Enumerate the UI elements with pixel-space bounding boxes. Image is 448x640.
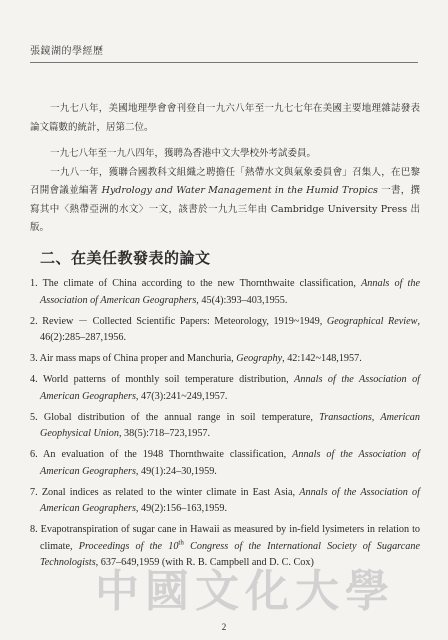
ref-journal: Geography [236, 353, 283, 364]
header-rule [30, 62, 418, 63]
ref-superscript: th [178, 538, 184, 547]
ref-journal: Geographical Review [326, 315, 418, 327]
paragraph-1 [30, 100, 420, 137]
ref-citation: , 49(2):156–163,1959. [135, 503, 228, 514]
ref-citation: , 42:142~148,1957. [282, 353, 362, 364]
reference-item [30, 314, 420, 347]
paragraph-2 [30, 145, 420, 238]
ref-citation: , 637–649,1959 (with R. B. Campbell and D. C. Cox) [95, 557, 314, 568]
ref-citation: , 47(3):241~249,1957. [135, 390, 228, 402]
paragraph-1-text: 一九七八年，美國地理學會會刊登自一九六八年至一九七七年在美國主要地理雜誌發表論文篇數的統計，居第二位。 [30, 103, 420, 133]
section-heading: 二、在美任教發表的論文 [40, 249, 211, 267]
reference-item [30, 372, 420, 405]
ref-journal: Annals of the Association of American Geographers [40, 374, 421, 402]
ref-text: 1. The climate of China according to the new Thornthwaite classification, [30, 278, 362, 289]
ref-text: 7. Zonal indices as related to the winter climate in East Asia, [30, 486, 300, 498]
ref-citation: , 45(4):393–403,1955. [196, 294, 288, 306]
ref-text: 6. An evaluation of the 1948 Thornthwaite classification, [30, 449, 293, 460]
ref-text: 3. Air mass maps of China proper and Manchuria, [30, 353, 237, 364]
paragraph-2-text: 一九七八年至一九八四年，獲聘為香港中文大學校外考試委員。 [50, 148, 317, 159]
running-header: 張鏡湖的學經歷 [30, 46, 104, 57]
ref-citation: , 46(2):285–287,1956. [40, 315, 420, 343]
paragraph-3-end: 一書，撰寫其中〈熱帶亞洲的水文〉一文，該書於一九九三年由 Cambridge University Press 出版。 [30, 185, 420, 233]
ref-text: 5. Global distribution of the annual range in soil temperature, [30, 411, 320, 423]
ref-citation: , 38(5):718–723,1957. [118, 428, 211, 439]
ref-journal-cont: Congress of the International Society of Sugarcane Technologists [40, 540, 421, 568]
ref-text: 8. Evapotranspiration of sugar cane in Hawaii as measured by in-field lysimeters in relation to climate, [30, 524, 420, 552]
university-watermark: 中國文化大學 [95, 566, 395, 617]
reference-item [30, 485, 420, 518]
ref-journal: Proceedings of the 10 [78, 540, 179, 552]
reference-item [30, 276, 420, 309]
ref-journal: Annals of the Association of American Geographers [40, 278, 420, 306]
ref-text: 2. Review － Collected Scientific Papers: Meteorology, 1919~1949, [30, 315, 327, 327]
reference-item [30, 447, 420, 480]
reference-list [30, 276, 420, 576]
reference-item [30, 351, 420, 368]
ref-journal: Annals of the Association of American Geographers [40, 449, 421, 477]
ref-journal: Transactions, American Geophysical Union [40, 411, 420, 439]
paragraph-3-text: 一九八一年，獲聯合國教科文組織之聘擔任「熱帶水文與氣象委員會」召集人，在巴黎召開會議並編著 [30, 166, 420, 196]
ref-citation: , 49(1):24–30,1959. [135, 465, 217, 477]
book-title: Hydrology and Water Management in the Humid Tropics [101, 185, 378, 196]
ref-text: 4. World patterns of monthly soil temperature distribution, [30, 374, 295, 385]
reference-item [30, 410, 420, 443]
ref-journal: Annals of the Association of American Geographers [40, 486, 420, 514]
page-number: 2 [221, 622, 227, 632]
